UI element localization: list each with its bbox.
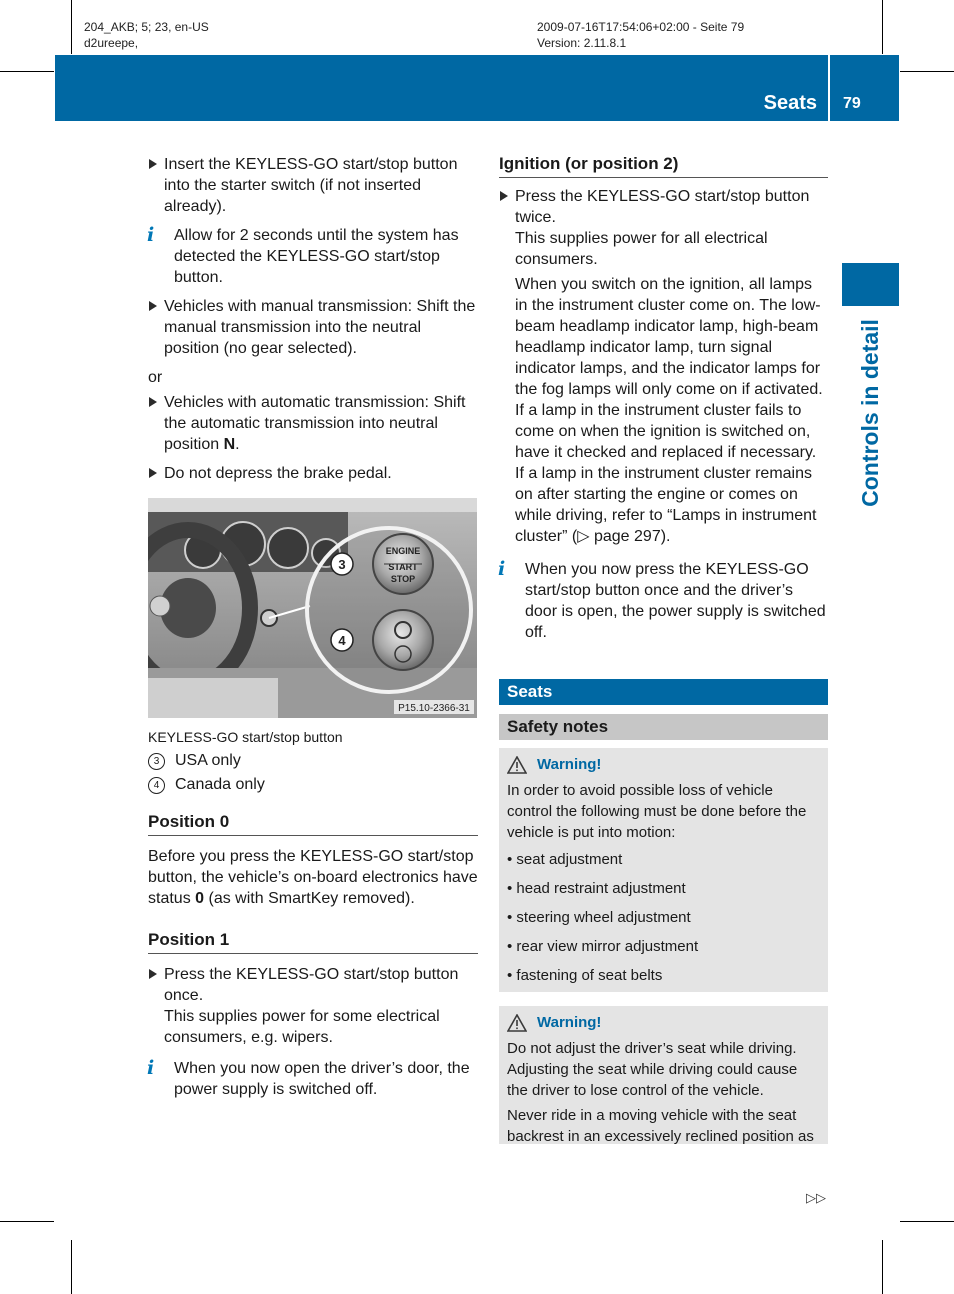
- print-meta-right: [537, 19, 744, 51]
- position-0-text: Before you press the KEYLESS-GO start/stop button, the vehicle’s on-board electronics have status 0 (as with SmartKey removed).: [148, 848, 478, 907]
- callout-3: 3: [338, 557, 346, 572]
- warning-triangle-icon: [507, 1014, 527, 1032]
- keyless-go-figure: [148, 498, 477, 718]
- legend-item: [148, 774, 478, 795]
- warning-text: Never ride in a moving vehicle with the seat backrest in an excessively reclined position as: [507, 1107, 814, 1144]
- info-icon: i: [498, 558, 506, 580]
- crop-mark: [71, 0, 72, 54]
- step-arrow-icon: [149, 301, 157, 311]
- header-separator: [828, 55, 830, 121]
- crop-mark: [882, 1240, 883, 1294]
- right-column: [499, 153, 828, 1144]
- step-brake-pedal: Do not depress the brake pedal.: [148, 463, 479, 484]
- legend-number: 4: [148, 777, 165, 794]
- info-note: i Allow for 2 seconds until the system has detected the KEYLESS-GO start/stop button.: [147, 224, 459, 286]
- warning-bullet: • steering wheel adjustment: [507, 907, 820, 928]
- meta-doc-id: 204_AKB; 5; 23, en-US: [84, 20, 209, 34]
- position-1-heading: Position 1: [148, 929, 478, 954]
- seats-section-bar: Seats: [499, 679, 828, 705]
- warning-bullets: [507, 849, 820, 986]
- crop-mark: [0, 1221, 54, 1222]
- warning-box: [499, 1006, 828, 1144]
- position-0-heading: Position 0: [148, 811, 478, 836]
- info-icon: i: [147, 224, 155, 246]
- callout-4: 4: [338, 633, 346, 648]
- step-arrow-icon: [149, 159, 157, 169]
- step-press-once: Press the KEYLESS-GO start/stop button once. This supplies power for some electrical consumers, e.g. wipers.: [148, 964, 478, 1048]
- warning-bullet: • rear view mirror adjustment: [507, 936, 820, 957]
- section-title: Seats: [763, 92, 817, 114]
- step-manual-transmission: Vehicles with manual transmission: Shift the manual transmission into the neutral position (no gear selected).: [148, 296, 479, 359]
- continue-mark: ▷▷: [806, 1190, 826, 1205]
- meta-author: d2ureepe,: [84, 36, 139, 50]
- warning-triangle-icon: [507, 756, 527, 774]
- page-number: 79: [843, 95, 861, 112]
- crop-mark: [0, 71, 54, 72]
- meta-timestamp: 2009-07-16T17:54:06+02:00 - Seite 79: [537, 20, 745, 34]
- crop-mark: [71, 1240, 72, 1294]
- safety-notes-bar: Safety notes: [499, 714, 828, 740]
- crop-mark: [882, 0, 883, 54]
- legend-text: USA only: [175, 752, 241, 769]
- dashboard-illustration: [148, 498, 477, 718]
- warning-header: Warning!: [507, 1012, 820, 1033]
- left-column-top: [148, 154, 479, 492]
- step-insert-button: Insert the KEYLESS-GO start/stop button into the starter switch (if not inserted already).: [148, 154, 479, 217]
- warning-text: Do not adjust the driver’s seat while driving. Adjusting the seat while driving could cause the driver to lose control of the vehicle.: [507, 1040, 798, 1099]
- meta-version: Version: 2.11.8.1: [537, 36, 627, 50]
- ignition-heading: Ignition (or position 2): [499, 153, 828, 178]
- chapter-label: Controls in detail: [857, 319, 883, 507]
- header-band: [55, 55, 899, 121]
- button-label-engine: ENGINE: [385, 546, 421, 556]
- crop-mark: [900, 71, 954, 72]
- step-arrow-icon: [149, 969, 157, 979]
- step-arrow-icon: [149, 468, 157, 478]
- step-arrow-icon: [500, 191, 508, 201]
- warning-text: In order to avoid possible loss of vehicle control the following must be done before the vehicle is put into motion:: [507, 782, 807, 841]
- left-column-bottom: [148, 720, 478, 1108]
- legend-text: Canada only: [175, 776, 265, 793]
- warning-header: Warning!: [507, 754, 820, 775]
- legend-number: 3: [148, 753, 165, 770]
- legend-item: [148, 750, 478, 771]
- warning-bullet: • head restraint adjustment: [507, 878, 820, 899]
- info-note: i When you now press the KEYLESS-GO start/stop button once and the driver’s door is open, the power supply is switched off.: [498, 558, 826, 641]
- step-press-twice: Press the KEYLESS-GO start/stop button twice. This supplies power for all electrical consumers. When you switch on the ignition, all lamps in the instrument cluster come on. The low-beam headlamp indicator lamp, high-beam headlamp indicator lamp, turn signal indicator lamps, and the indicator lamps for the fog lamps will only come on if activated. If a lamp in the instrument cluster fails to come on when the ignition is switched on, have it checked and replaced if necessary. If a lamp in the instrument cluster remains on after starting the engine or comes on while driving, refer to “Lamps in instrument cluster” (▷ page 297).: [499, 186, 828, 547]
- step-arrow-icon: [149, 397, 157, 407]
- warning-box: [499, 748, 828, 992]
- warning-bullet: • fastening of seat belts: [507, 965, 820, 986]
- print-meta-left: [84, 19, 209, 51]
- figure-caption: KEYLESS-GO start/stop button: [148, 729, 343, 745]
- info-note: i When you now open the driver’s door, the power supply is switched off.: [147, 1057, 470, 1098]
- figure-ref-code: P15.10-2366-31: [398, 703, 470, 714]
- button-label-start: START: [388, 562, 418, 572]
- step-automatic-transmission: Vehicles with automatic transmission: Shift the automatic transmission into neutral position N.: [148, 392, 479, 455]
- warning-bullet: • seat adjustment: [507, 849, 820, 870]
- crop-mark: [900, 1221, 954, 1222]
- or-text: or: [148, 369, 163, 386]
- info-icon: i: [147, 1057, 155, 1079]
- button-label-stop: STOP: [390, 574, 416, 584]
